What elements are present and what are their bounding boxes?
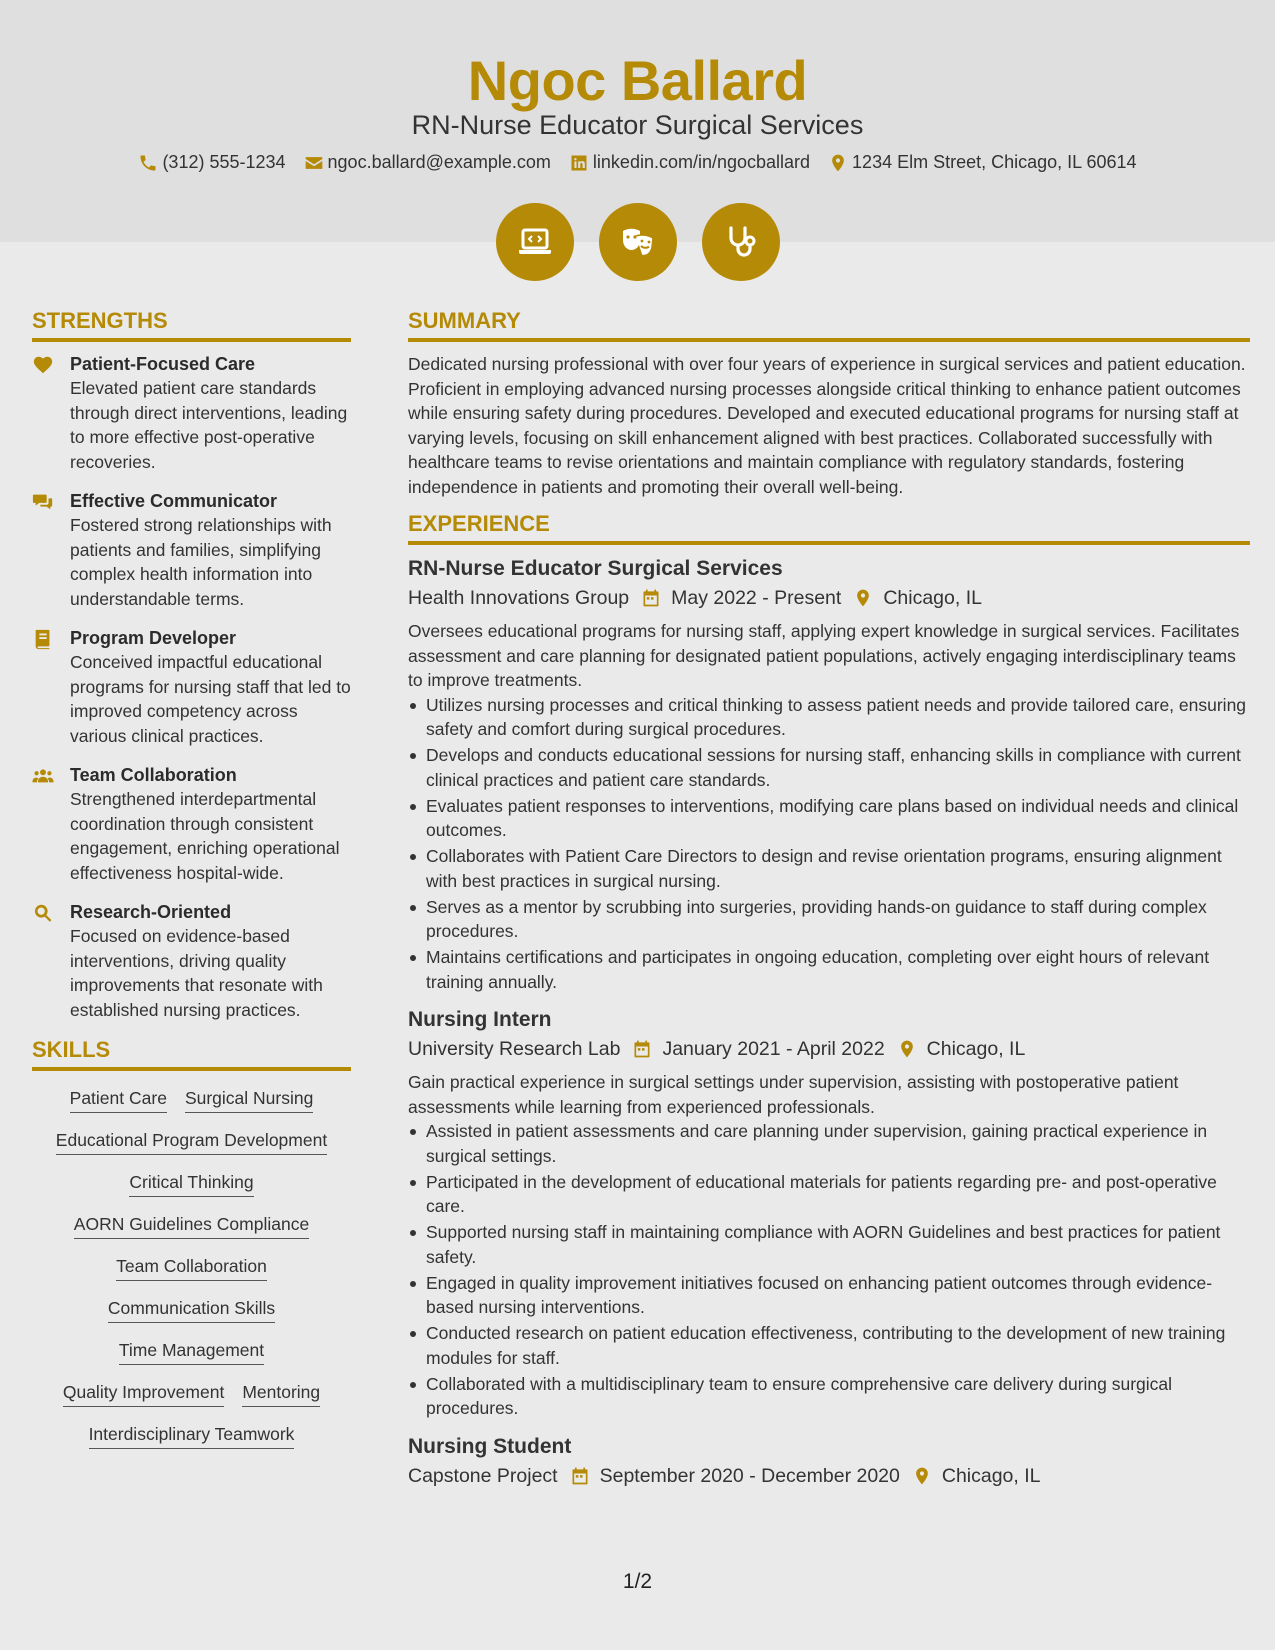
- skill-tag: Educational Program Development: [56, 1129, 327, 1155]
- stethoscope-icon: [721, 222, 761, 262]
- job-company: Health Innovations Group: [408, 587, 630, 609]
- laptop-code-icon: [515, 222, 555, 262]
- job-dates: September 2020 - December 2020: [599, 1464, 900, 1487]
- bullet-item: Evaluates patient responses to interventions, modifying care plans based on individual needs and clinical outcomes.: [408, 794, 1250, 843]
- bullet-item: Conducted research on patient education effectiveness, contributing to the development of new training modules for staff.: [408, 1321, 1250, 1370]
- right-column: [408, 308, 1250, 1503]
- badge-stethoscope: [702, 203, 780, 281]
- bullet-item: Develops and conducts educational sessions for nursing staff, enhancing skills in compliance with current clinical practices and patient care standards.: [408, 743, 1250, 792]
- skill-tag: Interdisciplinary Teamwork: [89, 1423, 295, 1449]
- job-entry: [408, 1006, 1250, 1421]
- strength-desc: Conceived impactful educational programs for nursing staff that led to improved competency across various clinical practices.: [70, 652, 351, 746]
- job-company: Capstone Project: [408, 1464, 558, 1487]
- strength-title: Patient-Focused Care: [70, 354, 256, 374]
- candidate-name: Ngoc Ballard: [467, 49, 808, 112]
- map-marker-icon: [912, 1466, 932, 1486]
- book-icon: [32, 628, 54, 650]
- job-location: Chicago, IL: [941, 1464, 1041, 1487]
- contact-address: [828, 152, 1137, 173]
- calendar-icon: [632, 1039, 652, 1059]
- bullet-item: Collaborated with a multidisciplinary team to ensure comprehensive care delivery during surgical procedures.: [408, 1372, 1250, 1421]
- search-icon: [32, 902, 54, 924]
- phone-text: (312) 555-1234: [162, 152, 286, 172]
- strength-title: Team Collaboration: [70, 765, 237, 785]
- heart-icon: [32, 354, 54, 376]
- summary-heading: SUMMARY: [408, 308, 1250, 342]
- badge-masks: [599, 203, 677, 281]
- left-column: [32, 308, 351, 1449]
- job-title: Nursing Intern: [408, 1008, 552, 1031]
- map-marker-icon: [828, 153, 848, 173]
- contact-phone[interactable]: [138, 152, 285, 173]
- job-description: Oversees educational programs for nursing staff, applying expert knowledge in surgical services. Facilitates assessment and care planning for designated patient populations, actively engaging interdisciplinary teams to improve treatments.: [408, 621, 1240, 690]
- skill-tag: Patient Care: [70, 1087, 167, 1113]
- strength-title: Program Developer: [70, 628, 237, 648]
- skills-heading: SKILLS: [32, 1037, 351, 1071]
- map-marker-icon: [853, 588, 873, 608]
- job-bullets: [408, 693, 1250, 995]
- job-location: Chicago, IL: [883, 587, 982, 609]
- skill-tag: Communication Skills: [108, 1297, 275, 1323]
- skill-tag: Mentoring: [242, 1381, 320, 1407]
- job-dates: January 2021 - April 2022: [662, 1038, 885, 1060]
- strength-item: [32, 489, 351, 611]
- job-entry: [408, 555, 1250, 994]
- bullet-item: Engaged in quality improvement initiatives focused on enhancing patient outcomes through evidence-based nursing interventions.: [408, 1271, 1250, 1320]
- badge-laptop: [496, 203, 574, 281]
- job-bullets: [408, 1119, 1250, 1421]
- bullet-item: Assisted in patient assessments and care planning under supervision, gaining practical experience in surgical settings.: [408, 1119, 1250, 1168]
- strength-desc: Elevated patient care standards through direct interventions, leading to more effective post-operative recoveries.: [70, 378, 348, 472]
- skill-tag: Surgical Nursing: [185, 1087, 313, 1113]
- skill-tag: AORN Guidelines Compliance: [74, 1213, 309, 1239]
- bullet-item: Maintains certifications and participates in ongoing education, completing over eight hours of relevant training annually.: [408, 945, 1250, 994]
- contact-bar: [0, 152, 1275, 173]
- strengths-heading: STRENGTHS: [32, 308, 351, 342]
- strength-item: [32, 626, 351, 748]
- phone-icon: [138, 153, 158, 173]
- job-dates: May 2022 - Present: [671, 587, 842, 609]
- strength-item: [32, 352, 351, 474]
- comments-icon: [32, 491, 54, 513]
- strength-title: Research-Oriented: [70, 902, 232, 922]
- job-description: Gain practical experience in surgical settings under supervision, assisting with postoperative patient assessments while learning from experienced professionals.: [408, 1072, 1179, 1117]
- skills-list: [32, 1081, 351, 1449]
- linkedin-text: linkedin.com/in/ngocballard: [592, 152, 811, 172]
- job-meta: [408, 583, 1250, 613]
- bullet-item: Collaborates with Patient Care Directors to design and revise orientation programs, ensuring alignment with best practices in surgical nursing.: [408, 844, 1250, 893]
- job-meta: [408, 1461, 1250, 1491]
- job-title: Nursing Student: [408, 1434, 572, 1458]
- bullet-item: Serves as a mentor by scrubbing into surgeries, providing hands-on guidance to staff during complex procedures.: [408, 895, 1250, 944]
- strength-item: [32, 763, 351, 885]
- strength-desc: Focused on evidence-based interventions, driving quality improvements that resonate with established nursing practices.: [70, 926, 323, 1020]
- linkedin-icon: [569, 153, 589, 173]
- candidate-title: RN-Nurse Educator Surgical Services: [411, 110, 864, 140]
- strength-title: Effective Communicator: [70, 491, 278, 511]
- bullet-item: Supported nursing staff in maintaining compliance with AORN Guidelines and best practices for patient safety.: [408, 1220, 1250, 1269]
- calendar-icon: [641, 588, 661, 608]
- skill-tag: Time Management: [119, 1339, 264, 1365]
- masks-theater-icon: [618, 222, 658, 262]
- strength-item: [32, 900, 351, 1022]
- users-icon: [32, 765, 54, 787]
- address-text: 1234 Elm Street, Chicago, IL 60614: [852, 152, 1137, 172]
- job-company: University Research Lab: [408, 1038, 621, 1060]
- summary-text: Dedicated nursing professional with over four years of experience in surgical services and patient education. Proficient in employing advanced nursing processes alongside critical thinking to enhance patient outcomes while ensuring safety during procedures. Developed and executed educational programs for nursing staff at varying levels, focusing on skill enhancement aligned with best practices. Collaborated successfully with healthcare teams to revise orientations and maintain compliance with regulatory standards, fostering independence in patients and promoting their overall well-being.: [408, 354, 1246, 497]
- job-title: RN-Nurse Educator Surgical Services: [408, 557, 783, 580]
- skill-tag: Team Collaboration: [116, 1255, 267, 1281]
- strength-desc: Strengthened interdepartmental coordination through consistent engagement, enriching operational effectiveness hospital-wide.: [70, 789, 340, 883]
- experience-heading: EXPERIENCE: [408, 511, 1250, 545]
- job-entry: [408, 1433, 1250, 1491]
- envelope-icon: [304, 153, 324, 173]
- strength-desc: Fostered strong relationships with patients and families, simplifying complex health information into understandable terms.: [70, 515, 332, 609]
- bullet-item: Participated in the development of educational materials for patients regarding pre- and post-operative care.: [408, 1170, 1250, 1219]
- page-number: 1/2: [622, 1570, 653, 1593]
- badge-row: [0, 203, 1275, 281]
- job-meta: [408, 1034, 1250, 1064]
- map-marker-icon: [897, 1039, 917, 1059]
- skill-tag: Quality Improvement: [63, 1381, 224, 1407]
- contact-email[interactable]: [304, 152, 551, 173]
- bullet-item: Utilizes nursing processes and critical thinking to assess patient needs and provide tailored care, ensuring safety and comfort during surgical procedures.: [408, 693, 1250, 742]
- calendar-icon: [570, 1466, 590, 1486]
- skill-tag: Critical Thinking: [129, 1171, 253, 1197]
- job-location: Chicago, IL: [926, 1038, 1026, 1060]
- email-text: ngoc.ballard@example.com: [327, 152, 551, 172]
- contact-linkedin[interactable]: [569, 152, 810, 173]
